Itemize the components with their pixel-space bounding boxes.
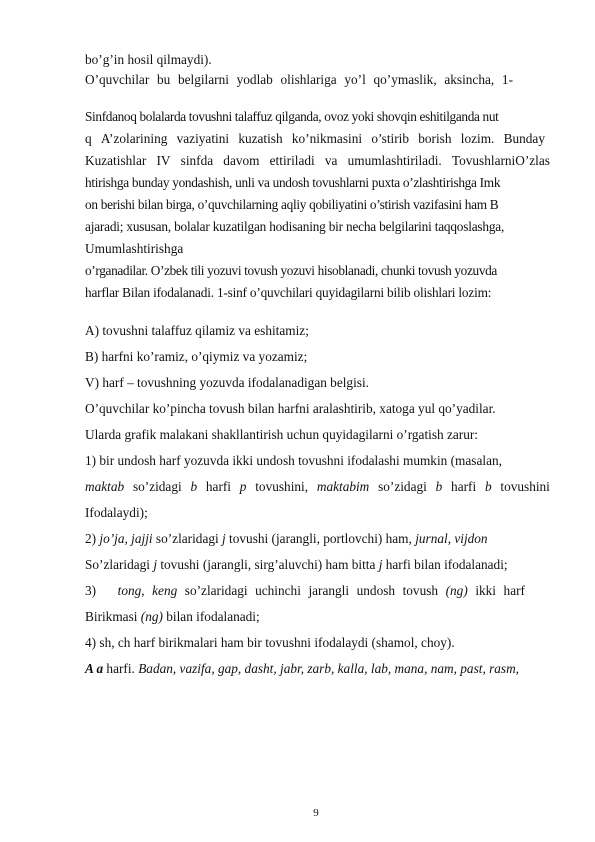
word: harfi [205, 479, 232, 494]
word: belgilarni [177, 72, 229, 87]
word: borish [418, 131, 452, 146]
italic-run: j [153, 557, 158, 572]
text-line: on berishi bilan birga, o’quvchilarning aqliy qobiliyatini o’stirish vazifasini ham B [85, 197, 499, 212]
italic-word: maktabim [316, 479, 370, 494]
text-line-justified [85, 583, 525, 599]
text-line: htirishga bunday yondashish, unli va undosh tovushlarni puxta o’zlashtirishga Imk [85, 175, 501, 190]
text-line-justified [85, 479, 550, 495]
word: 3) [85, 583, 97, 598]
text-line [85, 531, 550, 547]
italic-word: b [484, 479, 492, 494]
word: sinfda [180, 153, 214, 168]
word: yodlab [236, 72, 273, 87]
text-line: o’rganadilar. O’zbek tili yozuvi tovush yozuvi hisoblanadi, chunki tovush yozuvda [85, 263, 497, 278]
word: 1- [501, 72, 513, 87]
italic-word: b [190, 479, 198, 494]
text-line: Sinfdanoq bolalarda tovushni talaffuz qilganda, ovoz yoki shovqin eshitilganda nut [85, 109, 499, 124]
word: umumlashtiriladi. [347, 153, 442, 168]
text-run: 2) [85, 531, 100, 546]
word: so’zidagi [378, 479, 427, 494]
text-line: harflar Bilan ifodalanadi. 1-sinf o’quvchilari quyidagilarni bilib olishlari lozim: [85, 285, 492, 300]
italic-run: (ng) [140, 609, 163, 624]
word: bu [156, 72, 171, 87]
text-line: 4) sh, ch harf birikmalari ham bir tovushni ifodalaydi (shamol, choy). [85, 635, 455, 650]
word: ko’nikmasini [291, 131, 363, 146]
list-item: V) harf – tovushning yozuvda ifodalanadigan belgisi. [85, 375, 369, 390]
text-run: so’zlaridagi [152, 531, 223, 546]
text-line: Ularda grafik malakani shakllantirish uchun quyidagilarni o’rgatish zarur: [85, 427, 478, 442]
word: tovushini, [255, 479, 309, 494]
text-line [85, 609, 550, 625]
text-line: 1) bir undosh harf yozuvda ikki undosh tovushni ifodalashi mumkin (masalan, [85, 453, 502, 468]
text-run: harfi bilan ifodalanadi; [382, 557, 508, 572]
text-line: bo’g’in hosil qilmaydi). [85, 52, 212, 67]
word: harfi [451, 479, 477, 494]
list-item: A) tovushni talaffuz qilamiz va eshitamiz; [85, 323, 309, 338]
word: uchinchi [255, 583, 301, 598]
italic-word: tong, [117, 583, 145, 598]
text-line-justified [85, 131, 545, 147]
text-line: Umumlashtirishga [85, 241, 184, 256]
text-line: O’quvchilar ko’pincha tovush bilan harfni aralashtirib, xatoga yul qo’yadilar. [85, 401, 496, 416]
list-item: B) harfni ko’ramiz, o’qiymiz va yozamiz; [85, 349, 308, 364]
word: A’zolarining [100, 131, 168, 146]
word: vaziyatini [176, 131, 230, 146]
text-run: So’zlaridagi [85, 557, 154, 572]
bold-italic-run: A a [85, 661, 104, 676]
word: kuzatish [238, 131, 283, 146]
word: harf [503, 583, 525, 598]
word: aksincha, [444, 72, 495, 87]
italic-run: jo’ja, jajji [99, 531, 153, 546]
italic-word: maktab [85, 479, 125, 494]
italic-run: j [222, 531, 226, 546]
text-run: tovushi (jarangli, portlovchi) ham, [225, 531, 416, 546]
italic-word: b [435, 479, 443, 494]
text-run: Birikmasi [85, 609, 141, 624]
word: tovushini [500, 479, 550, 494]
word: IV [156, 153, 171, 168]
italic-run: jurnal, vijdon [415, 531, 488, 546]
text-run: bilan ifodalanadi; [162, 609, 260, 624]
word: ettiriladi [269, 153, 315, 168]
italic-word: p [239, 479, 247, 494]
text-run: harfi. [103, 661, 139, 676]
word: so’zidagi [132, 479, 182, 494]
text-line-justified [85, 72, 513, 88]
word: O’quvchilar [85, 72, 150, 87]
word: q [85, 131, 92, 146]
word: tovush [402, 583, 439, 598]
word: Bunday [503, 131, 545, 146]
italic-word: keng [152, 583, 178, 598]
word: so’zlaridagi [184, 583, 248, 598]
text-line: Ifodalaydi); [85, 505, 148, 520]
word: davom [223, 153, 260, 168]
word: lozim. [460, 131, 495, 146]
word: yo’l [344, 72, 366, 87]
word: va [324, 153, 338, 168]
word: olishlariga [280, 72, 337, 87]
italic-run: Badan, vazifa, gap, dasht, jabr, zarb, kalla, lab, mana, nam, past, rasm, [138, 661, 520, 676]
word: qo’ymaslik, [373, 72, 437, 87]
page-number: 9 [313, 807, 319, 819]
italic-word: (ng) [445, 583, 468, 598]
word: jarangli [308, 583, 350, 598]
text-run: tovushi (jarangli, sirg’aluvchi) ham bitta [157, 557, 379, 572]
text-line-justified [85, 153, 550, 169]
italic-run: j [378, 557, 383, 572]
text-line [85, 661, 550, 677]
word: Kuzatishlar [85, 153, 147, 168]
text-line [85, 557, 550, 573]
word: undosh [356, 583, 396, 598]
word: TovushlarniO’zlas [451, 153, 550, 168]
word: ikki [475, 583, 496, 598]
text-line: ajaradi; xususan, bolalar kuzatilgan hodisaning bir necha belgilarini taqqoslashga, [85, 219, 505, 234]
word: o’stirib [371, 131, 409, 146]
